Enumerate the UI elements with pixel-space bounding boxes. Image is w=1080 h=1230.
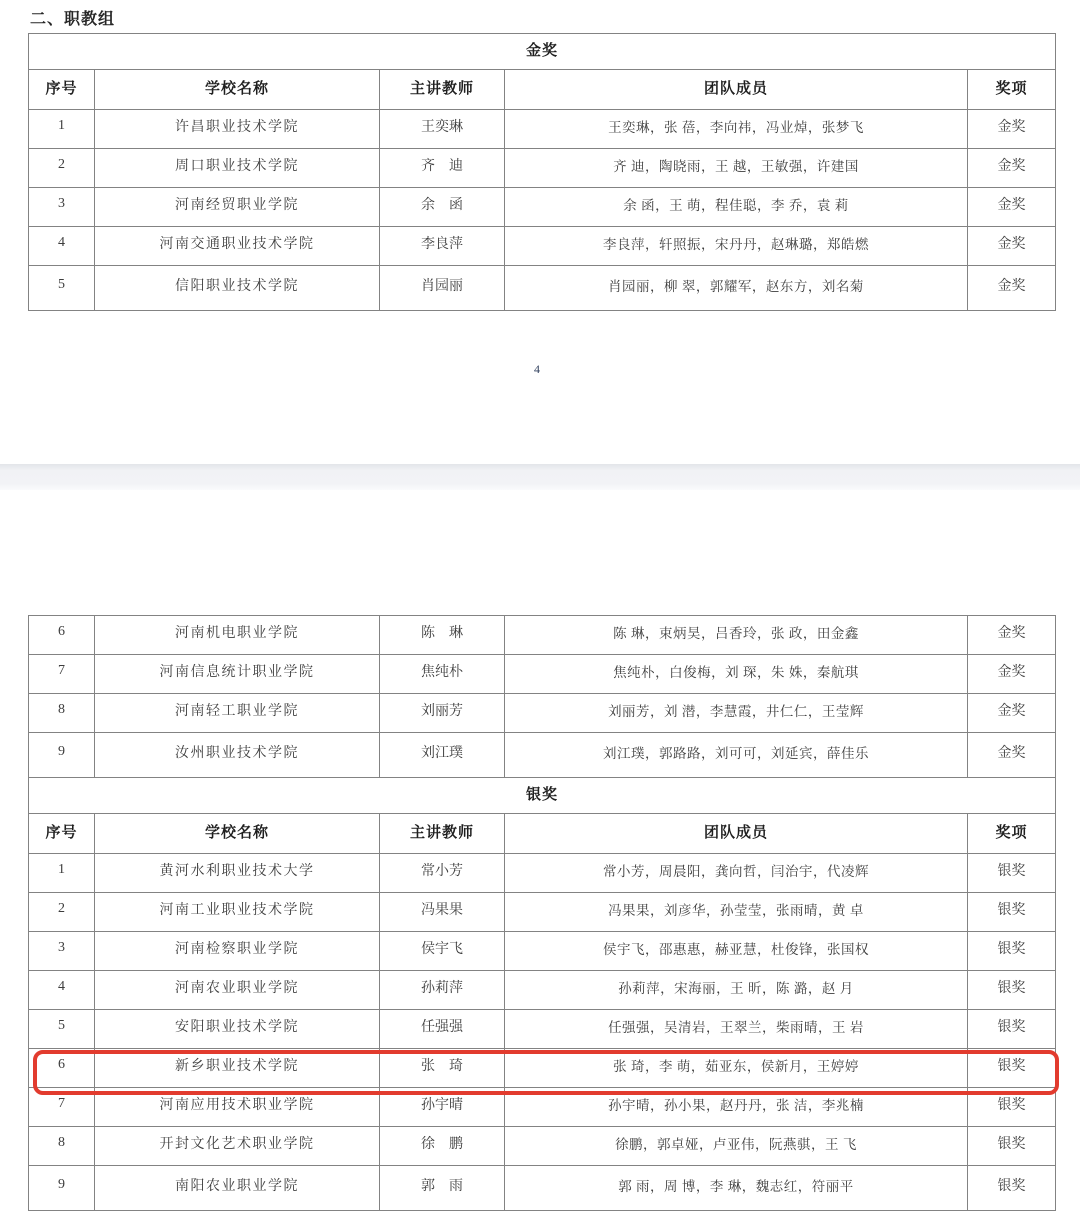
table-row — [29, 188, 1056, 227]
table-row — [29, 266, 1056, 311]
cell-school-name: 开封文化艺术职业学院 — [95, 1127, 380, 1166]
cell-teacher: 常小芳 — [380, 854, 505, 893]
cell-index: 9 — [29, 1166, 95, 1211]
cell-index: 3 — [29, 188, 95, 227]
table-row — [29, 110, 1056, 149]
cell-index: 5 — [29, 1010, 95, 1049]
table-row — [29, 655, 1056, 694]
section-title: 二、职教组 — [30, 11, 116, 28]
cell-school-name: 许昌职业技术学院 — [95, 110, 380, 149]
cell-team-members: 孙宇晴，孙小果，赵丹丹，张 洁，李兆楠 — [505, 1088, 968, 1127]
cell-award: 银奖 — [968, 971, 1056, 1010]
cell-index: 1 — [29, 854, 95, 893]
cell-index: 9 — [29, 733, 95, 778]
cell-index: 5 — [29, 266, 95, 311]
cell-team-members: 张 琦，李 萌，茹亚东，侯新月，王婷婷 — [505, 1049, 968, 1088]
cell-index: 7 — [29, 1088, 95, 1127]
table-row — [29, 694, 1056, 733]
column-header-index: 序号 — [29, 814, 95, 854]
table-row — [29, 616, 1056, 655]
cell-team-members: 王奕琳，张 蓓，李向祎，冯业焯，张梦飞 — [505, 110, 968, 149]
cell-school-name: 新乡职业技术学院 — [95, 1049, 380, 1088]
cell-award: 金奖 — [968, 616, 1056, 655]
table-row — [29, 149, 1056, 188]
cell-team-members: 肖园丽，柳 翠，郭耀军，赵东方，刘名菊 — [505, 266, 968, 311]
cell-school-name: 汝州职业技术学院 — [95, 733, 380, 778]
cell-team-members: 齐 迪，陶晓雨，王 越，王敏强，许建国 — [505, 149, 968, 188]
table-row — [29, 227, 1056, 266]
cell-award: 金奖 — [968, 733, 1056, 778]
cell-team-members: 陈 琳，束炳昊，吕香玲，张 政，田金鑫 — [505, 616, 968, 655]
cell-team-members: 焦纯朴，白俊梅，刘 琛，朱 姝，秦航琪 — [505, 655, 968, 694]
cell-team-members: 侯宇飞，邵惠惠，赫亚慧，杜俊锋，张国权 — [505, 932, 968, 971]
cell-school-name: 安阳职业技术学院 — [95, 1010, 380, 1049]
cell-index: 2 — [29, 893, 95, 932]
cell-award: 银奖 — [968, 893, 1056, 932]
cell-team-members: 郭 雨，周 博，李 琳，魏志红，符丽平 — [505, 1166, 968, 1211]
cell-school-name: 周口职业技术学院 — [95, 149, 380, 188]
cell-index: 7 — [29, 655, 95, 694]
cell-teacher: 余 函 — [380, 188, 505, 227]
table-row — [29, 1166, 1056, 1211]
page-number: 4 — [534, 362, 540, 376]
cell-teacher: 郭 雨 — [380, 1166, 505, 1211]
cell-team-members: 刘江璞，郭路路，刘可可，刘延宾，薛佳乐 — [505, 733, 968, 778]
gold-section-title-row — [29, 34, 1056, 70]
cell-team-members: 李良萍，轩照振，宋丹丹，赵琳璐，郑皓燃 — [505, 227, 968, 266]
cell-award: 银奖 — [968, 1127, 1056, 1166]
cell-teacher: 孙宇晴 — [380, 1088, 505, 1127]
column-header-index: 序号 — [29, 70, 95, 110]
column-header-award: 奖项 — [968, 70, 1056, 110]
cell-school-name: 河南工业职业技术学院 — [95, 893, 380, 932]
cell-teacher: 孙莉萍 — [380, 971, 505, 1010]
cell-award: 银奖 — [968, 854, 1056, 893]
cell-award: 银奖 — [968, 932, 1056, 971]
column-header-award: 奖项 — [968, 814, 1056, 854]
column-header-teacher: 主讲教师 — [380, 814, 505, 854]
cell-index: 6 — [29, 616, 95, 655]
column-header-school: 学校名称 — [95, 814, 380, 854]
cell-team-members: 冯果果，刘彦华，孙莹莹，张雨晴，黄 卓 — [505, 893, 968, 932]
cell-index: 4 — [29, 227, 95, 266]
cell-award: 金奖 — [968, 188, 1056, 227]
cell-index: 1 — [29, 110, 95, 149]
cell-school-name: 南阳农业职业学院 — [95, 1166, 380, 1211]
cell-teacher: 冯果果 — [380, 893, 505, 932]
page-break-separator — [0, 464, 1080, 490]
column-header-teacher: 主讲教师 — [380, 70, 505, 110]
cell-teacher: 张 琦 — [380, 1049, 505, 1088]
cell-teacher: 侯宇飞 — [380, 932, 505, 971]
cell-school-name: 河南应用技术职业学院 — [95, 1088, 380, 1127]
cell-award: 银奖 — [968, 1088, 1056, 1127]
cell-team-members: 常小芳，周晨阳，龚向哲，闫治宇，代凌辉 — [505, 854, 968, 893]
cell-school-name: 河南经贸职业学院 — [95, 188, 380, 227]
table-row — [29, 1049, 1056, 1088]
gold-section-title: 金奖 — [29, 34, 1056, 70]
cell-teacher: 任强强 — [380, 1010, 505, 1049]
cell-teacher: 徐 鹏 — [380, 1127, 505, 1166]
cell-team-members: 余 函，王 萌，程佳聪，李 乔，袁 莉 — [505, 188, 968, 227]
table-header-row — [29, 70, 1056, 110]
cell-school-name: 河南农业职业学院 — [95, 971, 380, 1010]
cell-school-name: 河南轻工职业学院 — [95, 694, 380, 733]
column-header-school: 学校名称 — [95, 70, 380, 110]
awards-table-part2 — [28, 615, 1056, 1211]
cell-teacher: 刘江璞 — [380, 733, 505, 778]
table-row — [29, 893, 1056, 932]
table-row — [29, 971, 1056, 1010]
cell-school-name: 信阳职业技术学院 — [95, 266, 380, 311]
silver-section-title: 银奖 — [29, 778, 1056, 814]
table-row — [29, 932, 1056, 971]
cell-school-name: 黄河水利职业技术大学 — [95, 854, 380, 893]
cell-index: 4 — [29, 971, 95, 1010]
table-row — [29, 854, 1056, 893]
cell-school-name: 河南检察职业学院 — [95, 932, 380, 971]
cell-team-members: 徐鹏，郭卓娅，卢亚伟，阮燕骐，王 飞 — [505, 1127, 968, 1166]
cell-index: 8 — [29, 1127, 95, 1166]
table-row — [29, 733, 1056, 778]
table-header-row — [29, 814, 1056, 854]
cell-team-members: 刘丽芳，刘 潜，李慧霞，井仁仁，王莹辉 — [505, 694, 968, 733]
silver-section-title-row — [29, 778, 1056, 814]
cell-school-name: 河南交通职业技术学院 — [95, 227, 380, 266]
table-row — [29, 1010, 1056, 1049]
cell-award: 金奖 — [968, 110, 1056, 149]
cell-award: 银奖 — [968, 1049, 1056, 1088]
cell-teacher: 肖园丽 — [380, 266, 505, 311]
gold-award-table — [28, 33, 1055, 311]
cell-teacher: 刘丽芳 — [380, 694, 505, 733]
cell-index: 3 — [29, 932, 95, 971]
column-header-team: 团队成员 — [505, 814, 968, 854]
cell-teacher: 李良萍 — [380, 227, 505, 266]
cell-award: 金奖 — [968, 227, 1056, 266]
cell-teacher: 王奕琳 — [380, 110, 505, 149]
cell-award: 金奖 — [968, 694, 1056, 733]
cell-award: 金奖 — [968, 266, 1056, 311]
cell-team-members: 任强强，吴清岩，王翠兰，柴雨晴，王 岩 — [505, 1010, 968, 1049]
cell-team-members: 孙莉萍，宋海丽，王 昕，陈 潞，赵 月 — [505, 971, 968, 1010]
cell-index: 8 — [29, 694, 95, 733]
cell-award: 银奖 — [968, 1010, 1056, 1049]
cell-teacher: 陈 琳 — [380, 616, 505, 655]
cell-index: 2 — [29, 149, 95, 188]
cell-school-name: 河南机电职业学院 — [95, 616, 380, 655]
awards-table-part1 — [28, 33, 1056, 311]
cell-teacher: 焦纯朴 — [380, 655, 505, 694]
cell-teacher: 齐 迪 — [380, 149, 505, 188]
table-row — [29, 1127, 1056, 1166]
cell-award: 金奖 — [968, 149, 1056, 188]
cell-school-name: 河南信息统计职业学院 — [95, 655, 380, 694]
table-row — [29, 1088, 1056, 1127]
cell-award: 银奖 — [968, 1166, 1056, 1211]
column-header-team: 团队成员 — [505, 70, 968, 110]
silver-award-table — [28, 615, 1055, 1211]
cell-index: 6 — [29, 1049, 95, 1088]
cell-award: 金奖 — [968, 655, 1056, 694]
